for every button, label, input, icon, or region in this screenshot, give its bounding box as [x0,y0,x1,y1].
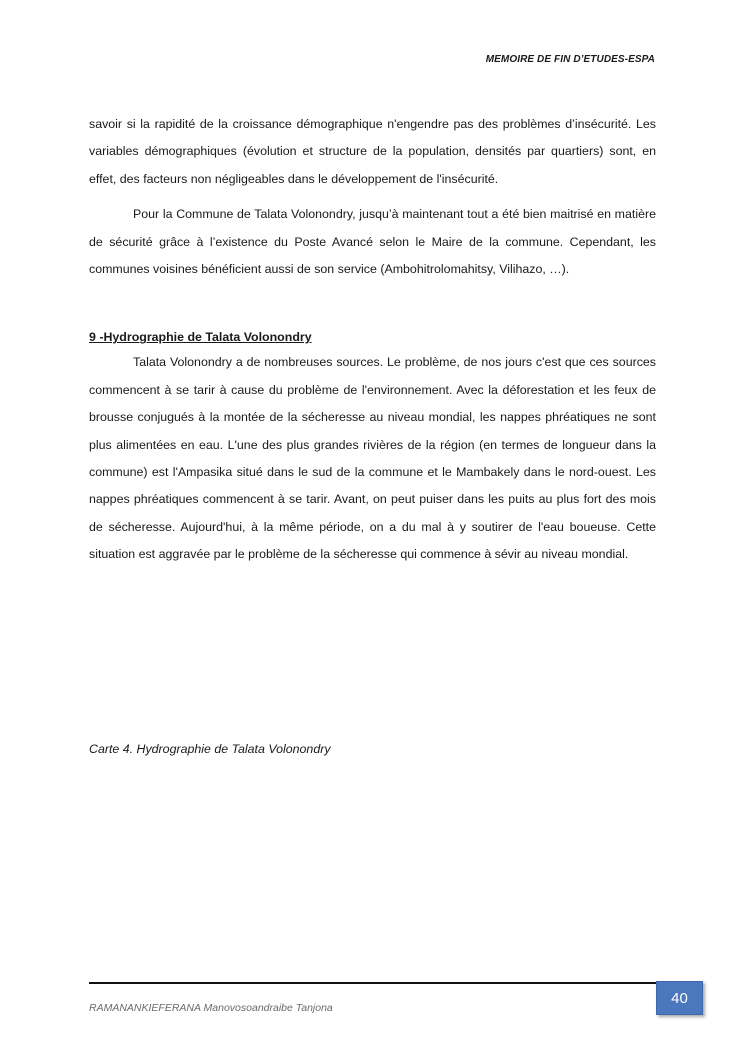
section-title-hydrography: 9 -Hydrographie de Talata Volonondry [89,330,312,345]
map-caption: Carte 4. Hydrographie de Talata Volonondry [89,742,331,756]
running-header: MEMOIRE DE FIN D’ETUDES-ESPA [485,54,655,65]
paragraph-hydrography: Talata Volonondry a de nombreuses sources. Le problème, de nos jours c'est que ces sources commencent à se tarir à cause du problème de l'environnement. Avec la déforestation et les feux de brousse conjugués à la montée de la sécheresse au niveau mondial, les nappes phréatiques ne sont plus alimentées en eau. L'une des plus grandes rivières de la région (en termes de longueur dans la commune) est l'Ampasika situé dans le sud de la commune et le Mambakely dans le nord-ouest. Les nappes phréatiques commencent à se tarir. Avant, on peut puiser dans les puits au plus fort des mois de sécheresse. Aujourd'hui, à la même période, on a du mal à y soutirer de l'eau boueuse. Cette situation est aggravée par le problème de la sécheresse qui commence à sévir au niveau mondial. [89,355,656,562]
footer-divider [89,982,674,984]
footer-author: RAMANANKIEFERANA Manovosoandraibe Tanjona [89,1002,333,1014]
paragraph-insecurity: savoir si la rapidité de la croissance démographique n'engendre pas des problèmes d’insécurité. Les variables démographiques (évolution et structure de la population, densités par quartiers) sont, en effet, des facteurs non négligeables dans le développement de l'insécurité. [89,117,656,186]
page-number-badge: 40 [656,981,703,1015]
document-body [89,111,656,569]
paragraph-security-commune: Pour la Commune de Talata Volonondry, jusqu’à maintenant tout a été bien maitrisé en matière de sécurité grâce à l’existence du Poste Avancé selon le Maire de la commune. Cependant, les communes voisines bénéficient aussi de son service (Ambohitrolomahitsy, Vilihazo, …). [89,207,656,277]
